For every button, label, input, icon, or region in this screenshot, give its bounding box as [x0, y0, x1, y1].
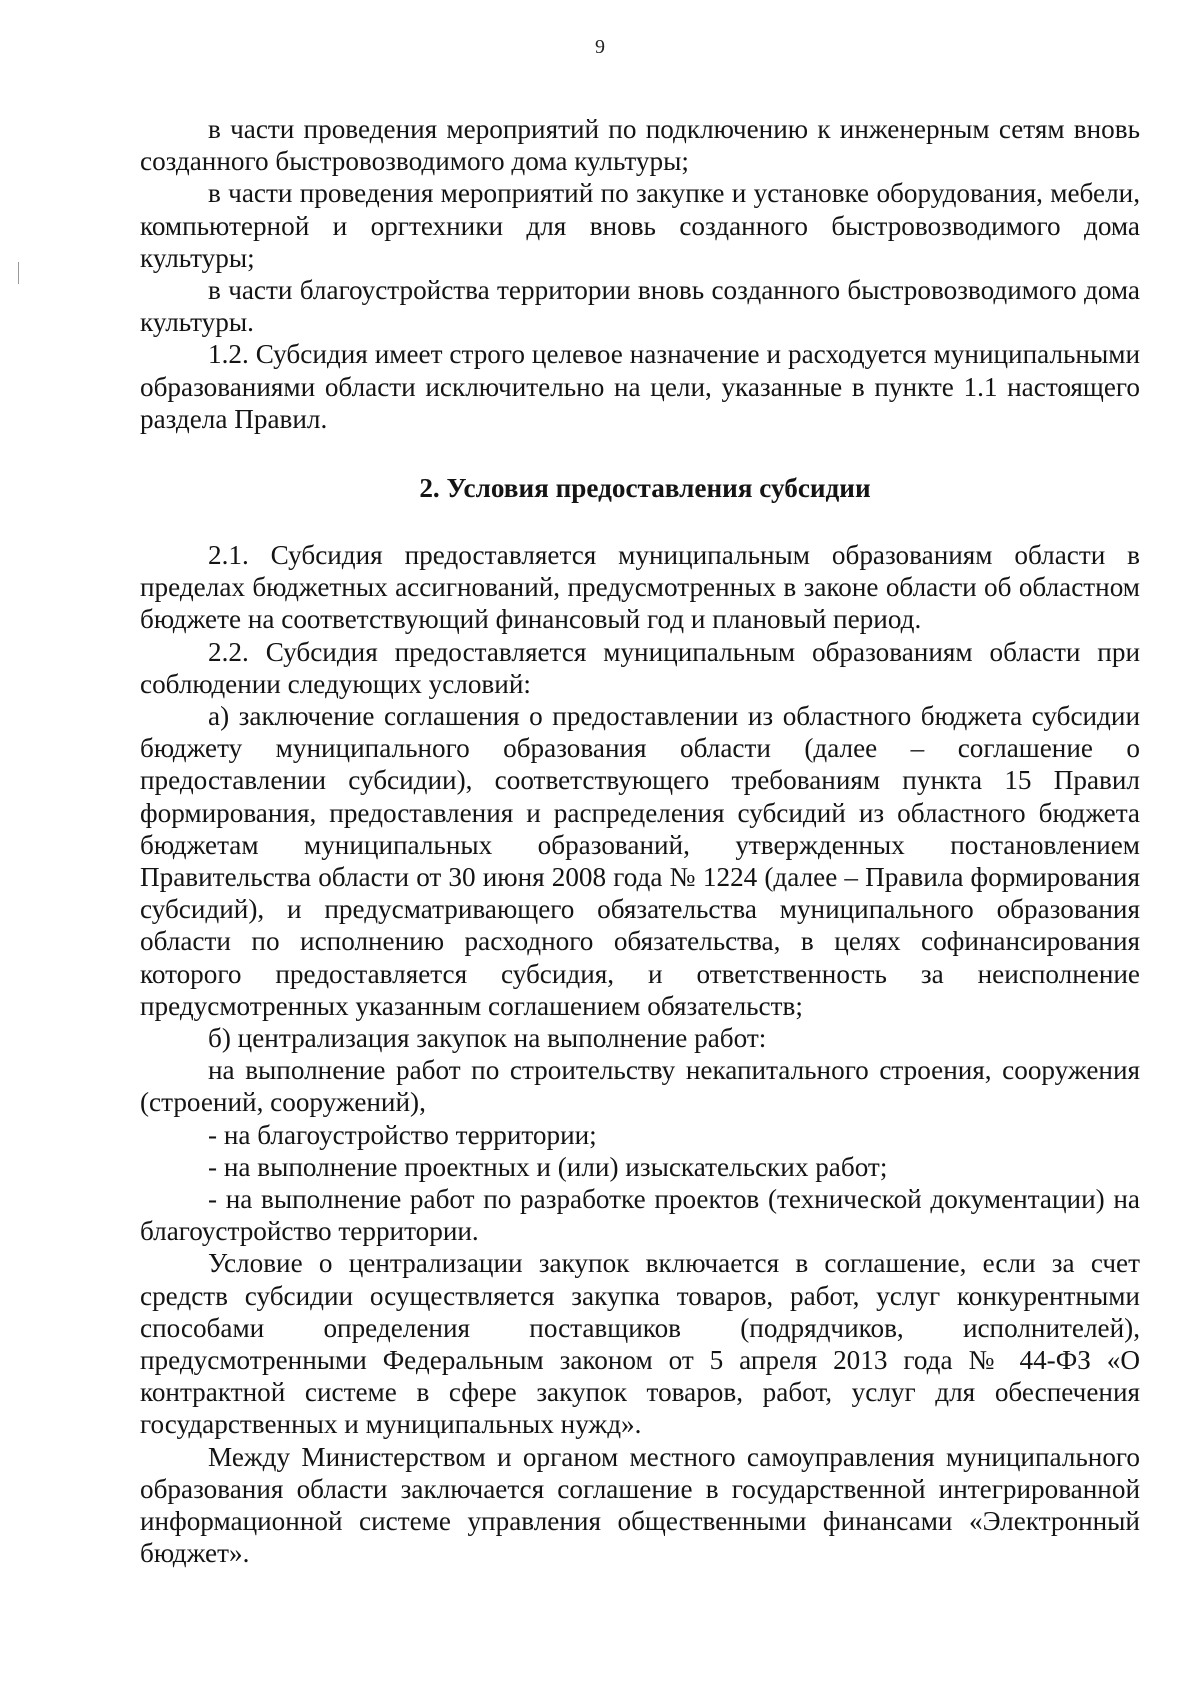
list-item-project-documentation: - на выполнение работ по разработке проектов (технической документации) на благоустройство территории. — [140, 1184, 1140, 1247]
scan-artifact — [18, 262, 19, 284]
paragraph-condition-b: б) централизация закупок на выполнение работ: — [208, 1023, 767, 1054]
intro-text-block — [140, 113, 1140, 435]
paragraph-electronic-budget: Между Министерством и органом местного самоуправления муниципального образования области заключается соглашение в государственной интегрированной информационной системе управления общественными финансами «Электронный бюджет». — [140, 1441, 1140, 1569]
paragraph-centralization-condition: Условие о централизации закупок включается в соглашение, если за счет средств субсидии осуществляется закупка товаров, работ, услуг конкурентными способами определения поставщиков (подрядчиков, исполнителей), предусмотренными Федеральным законом от 5 апреля 2013 года № 44-ФЗ «О контрактной системе в сфере закупок товаров, работ, услуг для обеспечения государственных и муниципальных нужд». — [140, 1248, 1140, 1440]
body-text-block — [140, 539, 1140, 1570]
page-number: 9 — [595, 36, 605, 58]
paragraph-infrastructure: в части проведения мероприятий по подключению к инженерным сетям вновь созданного быстровозводимого дома культуры; — [140, 114, 1140, 177]
paragraph-2-1: 2.1. Субсидия предоставляется муниципальным образованиям области в пределах бюджетных ассигнований, предусмотренных в законе области об областном бюджете на соответствующий финансовый год и плановый период. — [140, 540, 1140, 635]
paragraph-1-2: 1.2. Субсидия имеет строго целевое назначение и расходуется муниципальными образованиями области исключительно на цели, указанные в пункте 1.1 настоящего раздела Правил. — [140, 339, 1140, 434]
paragraph-construction-works: на выполнение работ по строительству некапитального строения, сооружения (строений, сооружений), — [140, 1055, 1140, 1118]
paragraph-equipment: в части проведения мероприятий по закупке и установке оборудования, мебели, компьютерной и оргтехники для вновь созданного быстровозводимого дома культуры; — [140, 178, 1140, 273]
paragraph-landscaping: в части благоустройства территории вновь созданного быстровозводимого дома культуры. — [140, 275, 1140, 338]
list-item-landscaping: - на благоустройство территории; — [208, 1119, 597, 1150]
list-item-survey-works: - на выполнение проектных и (или) изыскательских работ; — [208, 1151, 888, 1182]
paragraph-2-2: 2.2. Субсидия предоставляется муниципальным образованиям области при соблюдении следующих условий: — [140, 636, 1140, 699]
paragraph-condition-a: а) заключение соглашения о предоставлении из областного бюджета субсидии бюджету муниципального образования области (далее – соглашение о предоставлении субсидии), соответствующего требованиям пункта 15 Правил формирования, предоставления и распределения субсидий из областного бюджета бюджетам муниципальных образований, утвержденных постановлением Правительства области от 30 июня 2008 года № 1224 (далее – Правила формирования субсидий), и предусматривающего обязательства муниципального образования области по исполнению расходного обязательства, в целях софинансирования которого предоставляется субсидия, и ответственность за неисполнение предусмотренных указанным соглашением обязательств; — [140, 701, 1140, 1021]
section-title: 2. Условия предоставления субсидии — [419, 473, 871, 503]
